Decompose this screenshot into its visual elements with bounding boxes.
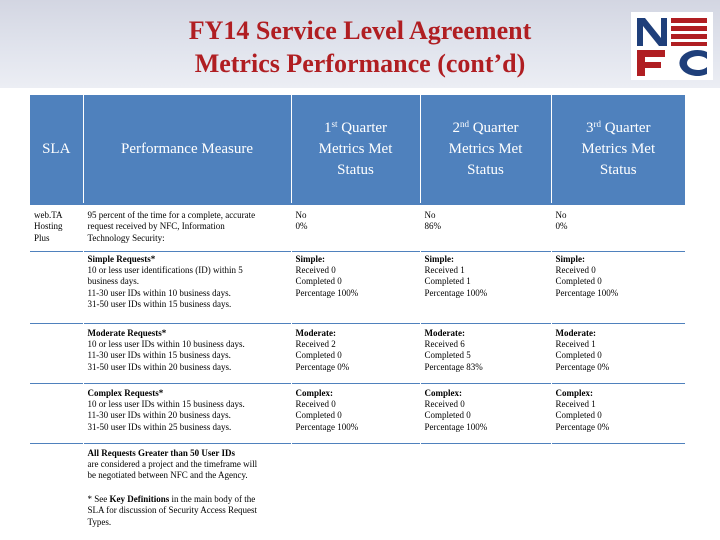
header-sla: SLA [30,95,83,204]
header-performance-measure: Performance Measure [83,95,291,204]
q2-status-cell: Complex: Received 0 Completed 0 Percentage 100% [420,383,551,443]
q1-status-cell: Complex: Received 0 Completed 0 Percentage 100% [291,383,420,443]
q3-status-cell [551,443,685,540]
sla-name-cell [30,383,83,443]
q3-status-cell: Moderate: Received 1 Completed 0 Percentage 0% [555,327,610,372]
sla-name-cell [30,443,83,540]
table-row [30,323,685,383]
table-row [30,383,685,443]
title-line-2: Metrics Performance (cont’d) [194,49,526,78]
q1-status-cell: No 0% [291,204,420,251]
title-line-1: FY14 Service Level Agreement [188,16,532,45]
header-q1-status: 1st Quarter Metrics Met Status [291,95,420,204]
q3-status-cell: No 0% [555,210,568,232]
q2-status-cell: Simple: Received 1 Completed 1 Percentage 100% [420,251,551,323]
footnote: * See Key Definitions in the main body of the [87,493,256,504]
q3-status-cell: Complex: Received 1 Completed 0 Percentage 0% [555,387,610,432]
q2-status-cell: No 86% [420,204,551,251]
sla-name-cell [30,323,83,383]
header-q2-status: 2nd Quarter Metrics Met Status [420,95,551,204]
sla-name-cell: web.TA Hosting Plus [30,204,83,251]
large-request-note-title: All Requests Greater than 50 User IDs [87,447,235,458]
q1-status-cell [291,443,420,540]
q2-status-cell: Moderate: Received 6 Completed 5 Percentage 83% [420,323,551,383]
q3-status-cell: Simple: Received 0 Completed 0 Percentage 100% [555,253,619,298]
table-row [30,443,685,540]
header-q3-status: 3rd Quarter Metrics Met Status [551,95,685,204]
sla-metrics-table [30,95,685,540]
measure-cell: 95 percent of the time for a complete, accurate request received by NFC, Information Technology Security: [83,204,291,251]
table-header-row [30,95,685,204]
measure-cell: Simple Requests* 10 or less user identifications (ID) within 5 business days. 11-30 user IDs within 10 business days. 31-50 user IDs within 15 business days. [83,251,291,323]
nfc-logo [631,12,713,80]
q1-status-cell: Moderate: Received 2 Completed 0 Percentage 0% [291,323,420,383]
measure-cell: Complex Requests* 10 or less user IDs within 15 business days. 11-30 user IDs within 20 business days. 31-50 user IDs within 25 business days. [83,383,291,443]
slide-header [0,0,720,88]
table-row [30,204,685,251]
q2-status-cell [420,443,551,540]
notes-cell: All Requests Greater than 50 User IDs are considered a project and the timeframe will be negotiated between NFC and the Agency. * See Key Definitions in the main body of the SLA for discussion of Security Access Request Types. [83,443,291,540]
page-title [0,14,720,80]
measure-cell: Moderate Requests* 10 or less user IDs within 10 business days. 11-30 user IDs within 15 business days. 31-50 user IDs within 20 business days. [83,323,291,383]
sla-name-cell [30,251,83,323]
q1-status-cell: Simple: Received 0 Completed 0 Percentage 100% [291,251,420,323]
table-row [30,251,685,323]
